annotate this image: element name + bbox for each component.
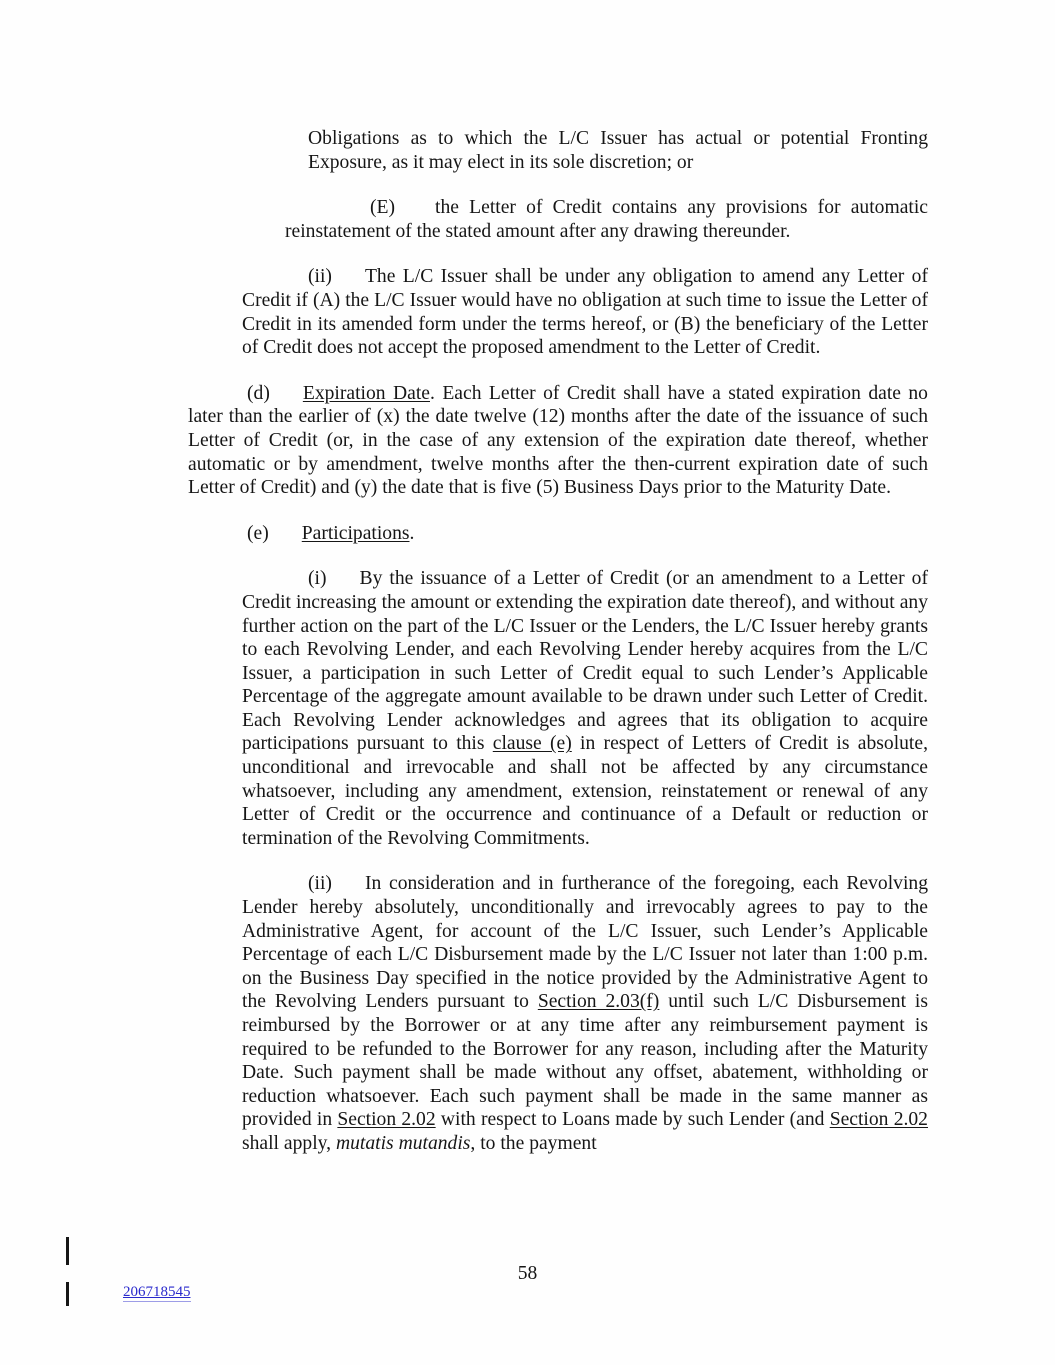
clause-text: with respect to Loans made by such Lender (and: [435, 1109, 830, 1131]
clause-label: (i): [308, 568, 327, 590]
paragraph-clause-d-expiration-date: [188, 382, 928, 500]
clause-label: (e): [247, 522, 269, 544]
document-text-block: [188, 127, 928, 1178]
clause-text: until such L/C Disbursement is reimbursed by the Borrower or at any time after any reimbursement payment is required to be refunded to the Borrower for any reason, including after the Maturity Date. Such payment shall be made without any offset, abatement, withholding or reduction whatsoever. Each such payment shall be made in the same manner as provided in: [242, 991, 928, 1131]
paragraph-fronting-exposure-continuation: [308, 127, 928, 174]
clause-label: (ii): [308, 873, 332, 895]
paragraph-clause-ii-amend: [242, 265, 928, 359]
defined-term-participations: Participations: [301, 522, 410, 544]
clause-label: (E): [370, 197, 396, 219]
clause-text: Obligations as to which the L/C Issuer has actual or potential Fronting Exposure, as it may elect in its sole discretion; or: [308, 128, 928, 173]
clause-text: In consideration and in furtherance of the foregoing, each Revolving Lender hereby absolutely, unconditionally and irrevocably agrees to pay to the Administrative Agent, for account of the L/C Issuer, such Lender’s Applicable Percentage of each L/C Disbursement made by the L/C Issuer not later than 1:00 p.m. on the Business Day specified in the notice provided by the Administrative Agent to the Revolving Lenders pursuant to: [242, 873, 928, 1013]
change-bar: [66, 1282, 69, 1306]
paragraph-clause-E: [285, 196, 928, 243]
cross-reference-clause-e: clause (e): [492, 733, 572, 755]
cross-reference-section-2-03f: Section 2.03(f): [537, 991, 660, 1013]
clause-text: By the issuance of a Letter of Credit (or an amendment to a Letter of Credit increasing the amount or extending the expiration date thereof), and without any further action on the part of the L/C Issuer or the Lenders, the L/C Issuer hereby grants to each Revolving Lender, and each Revolving Lender hereby acquires from the L/C Issuer, a participation in such Letter of Credit equal to such Lender’s Applicable Percentage of the aggregate amount available to be drawn under such Letter of Credit. Each Revolving Lender acknowledges and agrees that its obligation to acquire participations pursuant to this: [242, 568, 928, 755]
cross-reference-section-2-02: Section 2.02: [829, 1109, 928, 1131]
clause-text: shall apply,: [242, 1132, 336, 1154]
document-number-link[interactable]: 206718545: [123, 1284, 191, 1300]
clause-text: the Letter of Credit contains any provisions for automatic reinstatement of the stated amount after any drawing thereunder.: [285, 197, 928, 242]
paragraph-clause-i-participation-grant: [242, 567, 928, 850]
latin-phrase-mutatis-mutandis: mutatis mutandis: [335, 1132, 471, 1154]
clause-text: The L/C Issuer shall be under any obligation to amend any Letter of Credit if (A) the L/C Issuer would have no obligation at such time to issue the Letter of Credit in its amended form under the terms hereof, or (B) the beneficiary of the Letter of Credit does not accept the proposed amendment to the Letter of Credit.: [242, 266, 928, 359]
clause-text: in respect of Letters of Credit is absolute, unconditional and irrevocable and shall not be affected by any circumstance whatsoever, including any amendment, extension, reinstatement or renewal of any Letter of Credit or the occurrence and continuance of a Default or reduction or termination of the Revolving Commitments.: [242, 733, 928, 849]
clause-text: .: [409, 522, 415, 544]
paragraph-clause-ii-reimbursement: [242, 872, 928, 1155]
defined-term-expiration-date: Expiration Date: [302, 382, 430, 404]
clause-text: . Each Letter of Credit shall have a stated expiration date no later than the earlier of (x) the date twelve (12) months after the date of the issuance of such Letter of Credit (or, in the case of any extension of the expiration date thereof, whether automatic or by amendment, twelve months after the then-current expiration date of such Letter of Credit) and (y) the date that is five (5) Business Days prior to the Maturity Date.: [188, 382, 928, 499]
clause-text: , to the payment: [470, 1132, 597, 1154]
clause-label: (d): [247, 382, 270, 404]
change-bar: [66, 1237, 69, 1265]
clause-label: (ii): [308, 266, 332, 288]
cross-reference-section-2-02: Section 2.02: [337, 1109, 436, 1131]
paragraph-clause-e-participations: [188, 522, 928, 546]
page-number: 58: [517, 1263, 538, 1284]
